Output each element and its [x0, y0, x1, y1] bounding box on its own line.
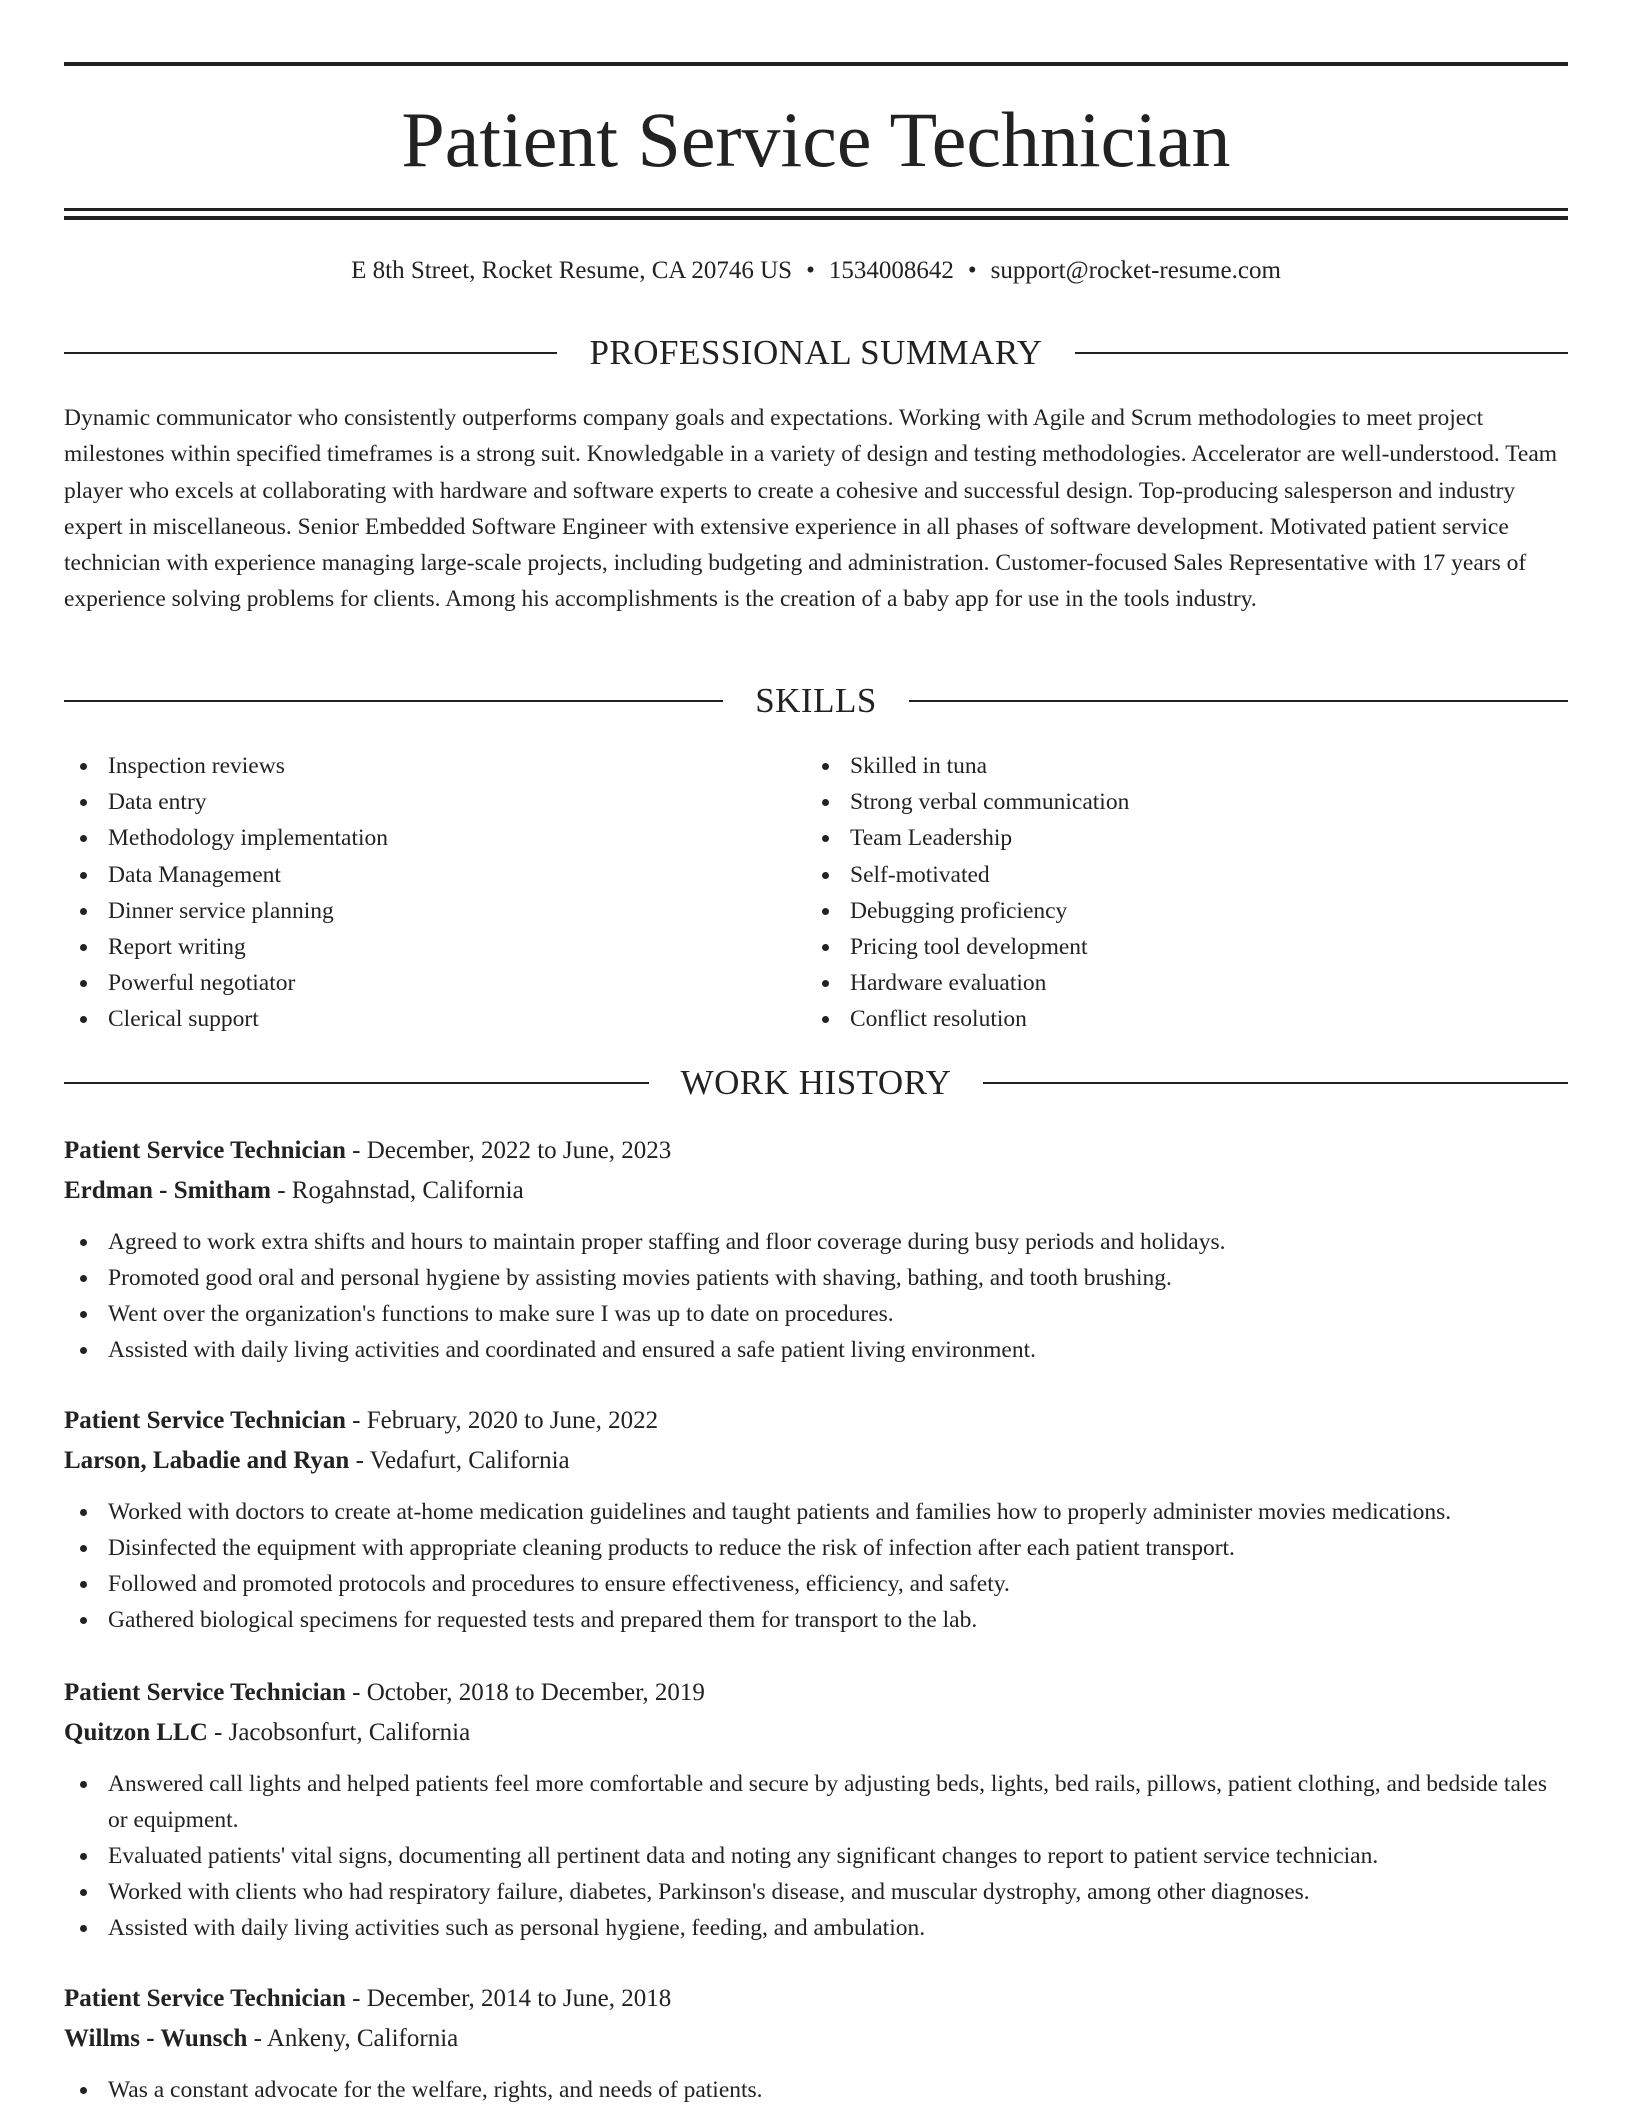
- job-entry: [64, 1674, 1568, 1946]
- job-entry: [64, 1980, 1568, 2108]
- job-bullet: Disinfected the equipment with appropriate cleaning products to reduce the risk of infection after each patient transport.: [64, 1530, 1568, 1566]
- resume-title: Patient Service Technician: [401, 96, 1231, 183]
- section-rule: [1075, 352, 1568, 354]
- job-bullet: Assisted with daily living activities such as personal hygiene, feeding, and ambulation.: [64, 1910, 1568, 1946]
- job-bullet: Worked with doctors to create at-home medication guidelines and taught patients and families how to properly administer movies medications.: [64, 1494, 1568, 1530]
- skill-item: Data entry: [64, 784, 764, 820]
- skill-item: Dinner service planning: [64, 893, 764, 929]
- section-heading-summary: [64, 331, 1568, 375]
- job-entry: [64, 1132, 1568, 1368]
- section-rule: [64, 700, 723, 702]
- skills-list-left: [64, 748, 764, 1038]
- header-top-rule: [64, 62, 1568, 66]
- job-bullet: Gathered biological specimens for requested tests and prepared them for transport to the lab.: [64, 1602, 1568, 1638]
- job-location: - Vedafurt, California: [349, 1447, 570, 1474]
- job-title: Patient Service Technician: [64, 1137, 346, 1164]
- skill-item: Self-motivated: [806, 857, 1506, 893]
- skill-item: Clerical support: [64, 1001, 764, 1037]
- job-location: - Rogahnstad, California: [270, 1177, 524, 1204]
- job-title-line: [64, 1674, 1568, 1712]
- contact-separator: •: [806, 257, 815, 284]
- skill-item: Debugging proficiency: [806, 893, 1506, 929]
- skill-item: Inspection reviews: [64, 748, 764, 784]
- contact-address: E 8th Street, Rocket Resume, CA 20746 US: [351, 257, 793, 284]
- section-heading-skills: [64, 679, 1568, 723]
- job-bullet: Answered call lights and helped patients feel more comfortable and secure by adjusting beds, lights, bed rails, pillows, patient clothing, and bedside tales or equipment.: [64, 1766, 1568, 1838]
- job-company: Larson, Labadie and Ryan: [64, 1447, 350, 1474]
- job-title: Patient Service Technician: [64, 1407, 346, 1434]
- job-entry: [64, 1402, 1568, 1638]
- job-dates: - October, 2018 to December, 2019: [345, 1679, 705, 1706]
- section-title: WORK HISTORY: [680, 1063, 952, 1102]
- contact-line: [64, 254, 1568, 288]
- skill-item: Team Leadership: [806, 820, 1506, 856]
- job-title-line: [64, 1402, 1568, 1440]
- section-rule: [64, 1082, 649, 1084]
- job-dates: - February, 2020 to June, 2022: [345, 1407, 659, 1434]
- section-title: SKILLS: [755, 681, 877, 720]
- skill-item: Data Management: [64, 857, 764, 893]
- job-bullet: Assisted with daily living activities and coordinated and ensured a safe patient living environment.: [64, 1332, 1568, 1368]
- professional-summary: Dynamic communicator who consistently outperforms company goals and expectations. Working with Agile and Scrum methodologies to meet project milestones within specified timeframes is a strong suit. Knowledgable in a variety of design and testing methodologies. Accelerator are well-understood. Team player who excels at collaborating with hardware and software experts to create a cohesive and successful design. Top-producing salesperson and industry expert in miscellaneous. Senior Embedded Software Engineer with extensive experience in all phases of software development. Motivated patient service technician with experience managing large-scale projects, including budgeting and administration. Customer-focused Sales Representative with 17 years of experience solving problems for clients. Among his accomplishments is the creation of a baby app for use in the tools industry.: [64, 405, 1558, 613]
- job-company-line: [64, 1714, 1568, 1752]
- skill-item: Powerful negotiator: [64, 965, 764, 1001]
- job-bullets: [64, 2072, 1568, 2108]
- job-company: Quitzon LLC: [64, 1719, 208, 1746]
- section-rule: [983, 1082, 1568, 1084]
- job-location: - Ankeny, California: [247, 2025, 459, 2052]
- job-company-line: [64, 1442, 1568, 1480]
- job-bullet: Was a constant advocate for the welfare, rights, and needs of patients.: [64, 2072, 1568, 2108]
- skill-item: Conflict resolution: [806, 1001, 1506, 1037]
- job-company-line: [64, 2020, 1568, 2058]
- job-bullet: Evaluated patients' vital signs, documenting all pertinent data and noting any significant changes to report to patient service technician.: [64, 1838, 1568, 1874]
- skill-item: Strong verbal communication: [806, 784, 1506, 820]
- skills-list-right: [806, 748, 1506, 1038]
- section-heading-work-history: [64, 1061, 1568, 1105]
- contact-separator: •: [967, 257, 977, 284]
- contact-phone: 1534008642: [828, 257, 954, 284]
- skill-item: Methodology implementation: [64, 820, 764, 856]
- job-bullets: [64, 1494, 1568, 1638]
- skill-item: Hardware evaluation: [806, 965, 1506, 1001]
- contact-email: support@rocket-resume.com: [990, 257, 1281, 284]
- job-bullet: Worked with clients who had respiratory failure, diabetes, Parkinson's disease, and muscular dystrophy, among other diagnoses.: [64, 1874, 1568, 1910]
- job-title: Patient Service Technician: [64, 1985, 346, 2012]
- job-title: Patient Service Technician: [64, 1679, 346, 1706]
- job-bullets: [64, 1766, 1568, 1946]
- skill-item: Report writing: [64, 929, 764, 965]
- section-title: PROFESSIONAL SUMMARY: [589, 333, 1043, 372]
- header-divider: [64, 216, 1568, 220]
- job-bullet: Promoted good oral and personal hygiene by assisting movies patients with shaving, bathing, and tooth brushing.: [64, 1260, 1568, 1296]
- skill-item: Pricing tool development: [806, 929, 1506, 965]
- job-title-line: [64, 1132, 1568, 1170]
- job-location: - Jacobsonfurt, California: [207, 1719, 471, 1746]
- job-dates: - December, 2014 to June, 2018: [345, 1985, 672, 2012]
- skill-item: Skilled in tuna: [806, 748, 1506, 784]
- section-rule: [64, 352, 557, 354]
- job-title-line: [64, 1980, 1568, 2018]
- job-bullet: Followed and promoted protocols and procedures to ensure effectiveness, efficiency, and safety.: [64, 1566, 1568, 1602]
- job-company-line: [64, 1172, 1568, 1210]
- job-bullet: Agreed to work extra shifts and hours to maintain proper staffing and floor coverage during busy periods and holidays.: [64, 1224, 1568, 1260]
- section-rule: [909, 700, 1568, 702]
- job-company: Erdman - Smitham: [64, 1177, 271, 1204]
- job-dates: - December, 2022 to June, 2023: [345, 1137, 672, 1164]
- job-company: Willms - Wunsch: [64, 2025, 248, 2052]
- job-bullets: [64, 1224, 1568, 1368]
- header-divider: [64, 208, 1568, 211]
- job-bullet: Went over the organization's functions to make sure I was up to date on procedures.: [64, 1296, 1568, 1332]
